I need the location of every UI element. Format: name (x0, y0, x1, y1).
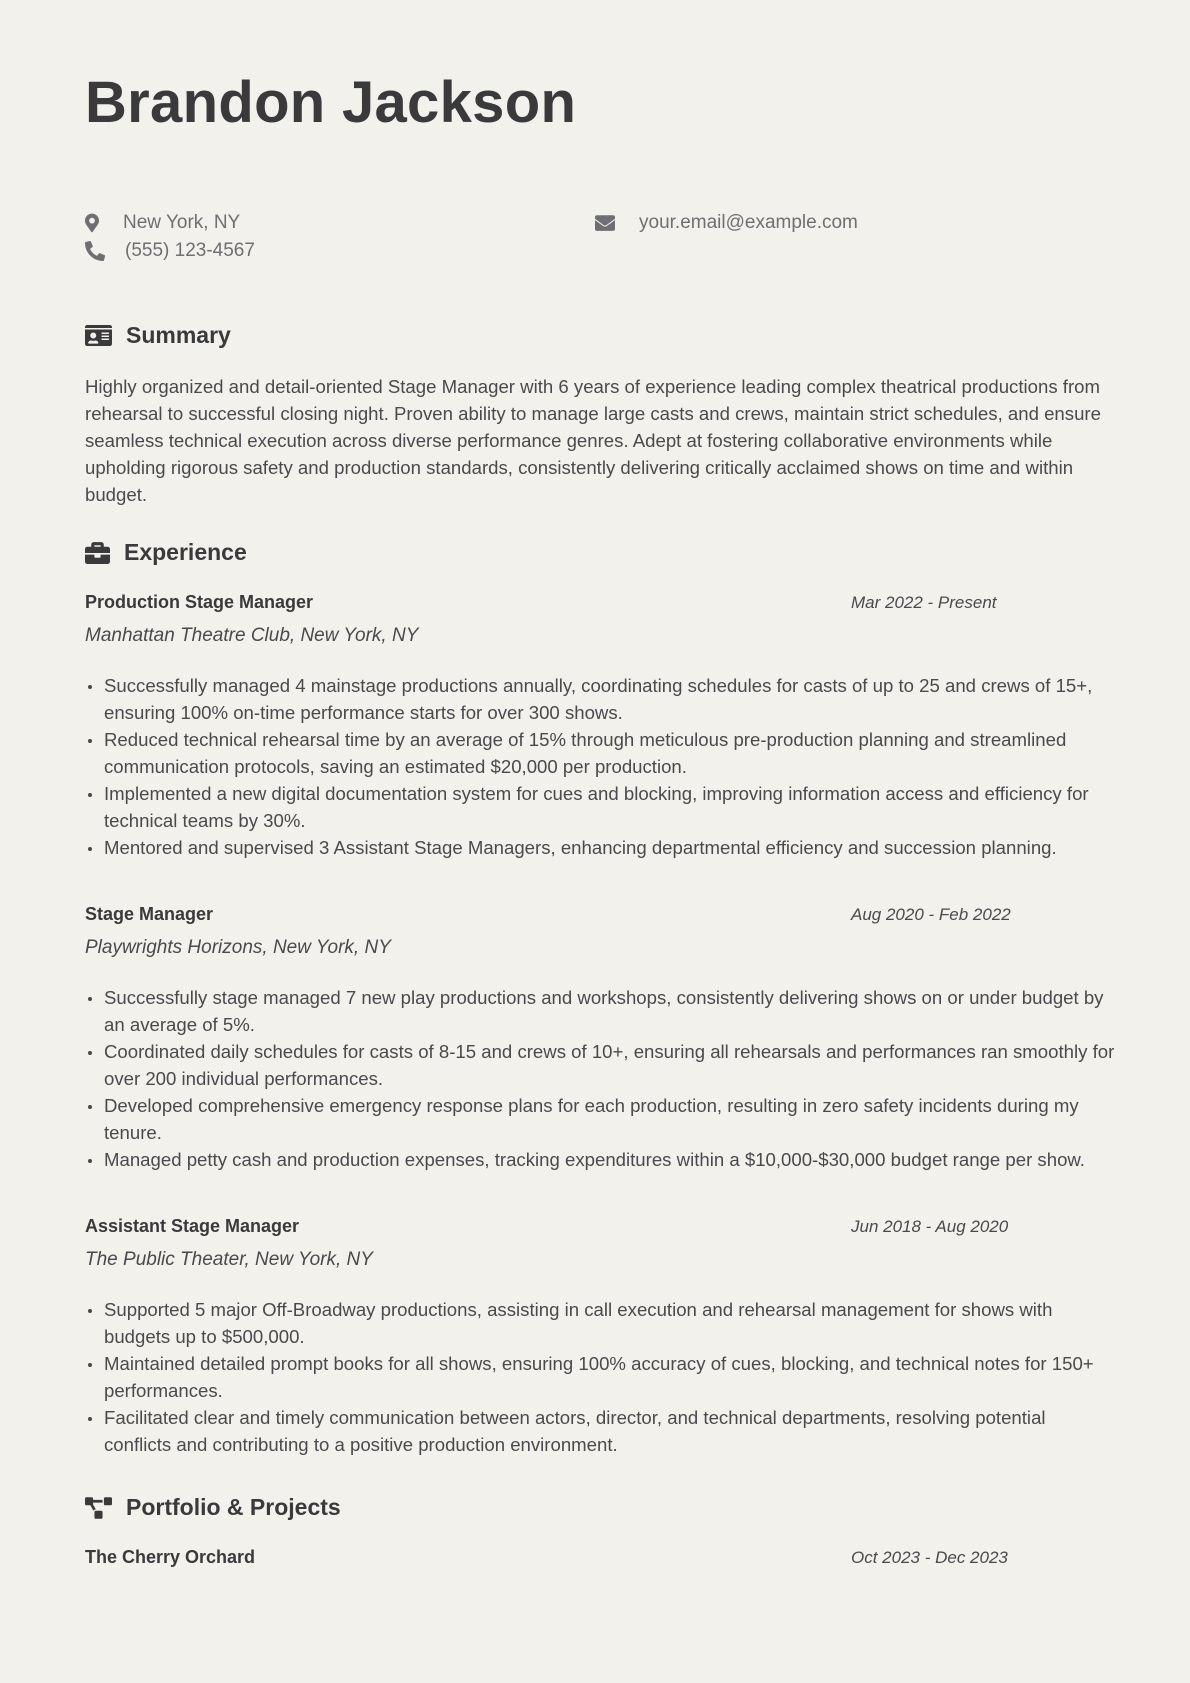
contact-phone (85, 239, 255, 263)
job-bullet: Managed petty cash and production expenses, tracking expenditures within a $10,000-$30,000 budget range per show. (85, 1146, 1115, 1173)
section-portfolio-heading (85, 1494, 341, 1521)
job-bullet: Developed comprehensive emergency response plans for each production, resulting in zero safety incidents during my tenure. (85, 1092, 1115, 1146)
job-bullet: Successfully stage managed 7 new play productions and workshops, consistently delivering shows on or under budget by an average of 5%. (85, 984, 1115, 1038)
job-title: Assistant Stage Manager (85, 1216, 300, 1236)
job-dates: Mar 2022 - Present (851, 593, 997, 612)
job-bullet: Supported 5 major Off-Broadway productions, assisting in call execution and rehearsal management for shows with budgets up to $500,000. (85, 1296, 1115, 1350)
id-card-icon (85, 325, 112, 346)
job-bullet: Successfully managed 4 mainstage productions annually, coordinating schedules for casts of up to 25 and crews of 15+, ensuring 100% on-time performance starts for over 300 shows. (85, 672, 1115, 726)
job-bullet: Implemented a new digital documentation system for cues and blocking, improving information access and efficiency for technical teams by 30%. (85, 780, 1115, 834)
project-title: The Cherry Orchard (85, 1547, 256, 1567)
contact-email (595, 211, 858, 235)
candidate-name: Brandon Jackson (85, 70, 577, 135)
job-organization: Playwrights Horizons, New York, NY (85, 937, 391, 958)
section-experience-heading (85, 539, 247, 566)
job-bullet: Coordinated daily schedules for casts of 8-15 and crews of 10+, ensuring all rehearsals and performances ran smoothly for over 200 individual performances. (85, 1038, 1115, 1092)
project-diagram-icon (85, 1497, 112, 1519)
envelope-icon (595, 215, 615, 231)
job-title: Stage Manager (85, 904, 214, 924)
job-dates: Jun 2018 - Aug 2020 (851, 1217, 1009, 1236)
briefcase-icon (85, 542, 110, 564)
job-bullet-list (85, 1296, 1115, 1458)
job-bullet-list (85, 984, 1115, 1173)
job-organization: Manhattan Theatre Club, New York, NY (85, 625, 419, 646)
project-dates: Oct 2023 - Dec 2023 (851, 1548, 1008, 1567)
experience-heading-label: Experience (124, 539, 247, 565)
job-bullet: Mentored and supervised 3 Assistant Stage Managers, enhancing departmental efficiency and succession planning. (85, 834, 1115, 861)
phone-text[interactable]: (555) 123-4567 (125, 240, 255, 261)
summary-heading-label: Summary (126, 322, 231, 348)
job-bullet-list (85, 672, 1115, 861)
job-title: Production Stage Manager (85, 592, 314, 612)
phone-icon (85, 241, 105, 261)
contact-location (85, 211, 240, 235)
email-link[interactable]: your.email@example.com (639, 212, 858, 233)
portfolio-heading-label: Portfolio & Projects (126, 1494, 341, 1520)
job-dates: Aug 2020 - Feb 2022 (851, 905, 1011, 924)
summary-text: Highly organized and detail-oriented Stage Manager with 6 years of experience leading complex theatrical productions from rehearsal to successful closing night. Proven ability to manage large casts and crews, maintain strict schedules, and ensure seamless technical execution across diverse performance genres. Adept at fostering collaborative environments while upholding rigorous safety and production standards, consistently delivering critically acclaimed shows on time and within budget. (85, 376, 1101, 505)
map-marker-icon (85, 213, 99, 233)
location-text: New York, NY (123, 212, 241, 233)
section-summary-heading (85, 322, 231, 349)
job-bullet: Facilitated clear and timely communication between actors, director, and technical departments, resolving potential conflicts and contributing to a positive production environment. (85, 1404, 1115, 1458)
job-bullet: Reduced technical rehearsal time by an average of 15% through meticulous pre-production planning and streamlined communication protocols, saving an estimated $20,000 per production. (85, 726, 1115, 780)
job-organization: The Public Theater, New York, NY (85, 1249, 373, 1270)
job-bullet: Maintained detailed prompt books for all shows, ensuring 100% accuracy of cues, blocking, and technical notes for 150+ performances. (85, 1350, 1115, 1404)
